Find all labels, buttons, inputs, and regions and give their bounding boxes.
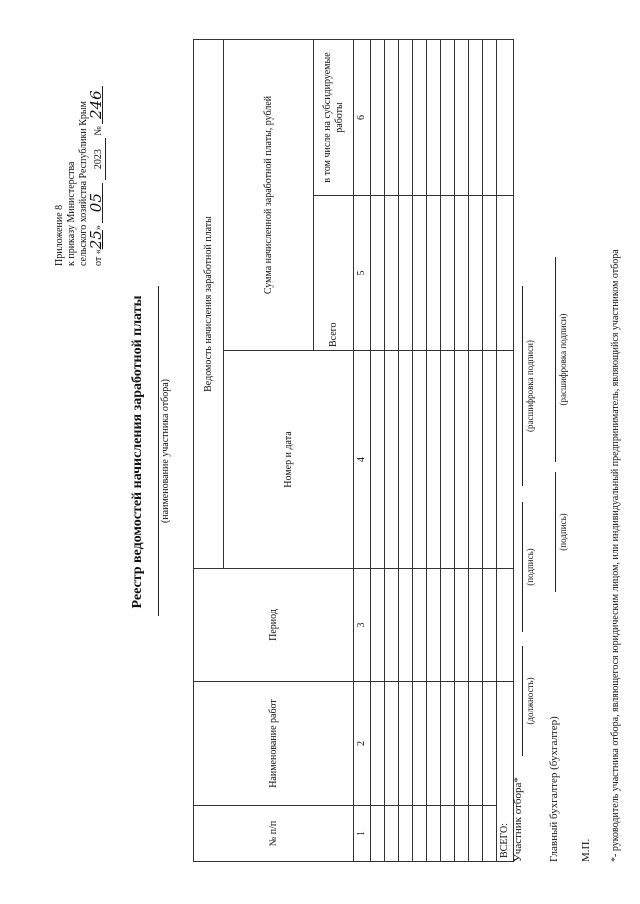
accountant-decode-caption: (расшифровка подписи) xyxy=(558,313,568,406)
table-row xyxy=(469,39,483,861)
appendix-line-1: Приложение 8 xyxy=(54,204,65,266)
col-header-name: Наименование работ xyxy=(194,682,354,806)
index-cell: 5 xyxy=(354,196,371,351)
index-cell: 1 xyxy=(354,806,371,862)
table-row xyxy=(371,39,385,861)
total-label: ВСЕГО: xyxy=(497,682,514,862)
index-row xyxy=(354,39,371,861)
appendix-day: 25 xyxy=(87,230,105,250)
appendix-month: 05 xyxy=(90,183,103,223)
table-row xyxy=(413,39,427,861)
accountant-decode-line xyxy=(555,257,556,462)
table-row xyxy=(441,39,455,861)
group-header: Ведомость начисления заработной платы xyxy=(194,39,224,568)
register-table xyxy=(193,39,514,862)
appendix-number: 246 xyxy=(90,86,103,124)
col-header-period: Период xyxy=(194,569,354,682)
appendix-line-3: сельского хозяйства Республики Крым xyxy=(78,101,89,266)
table-row xyxy=(385,39,399,861)
sum-header: Сумма начисленной заработной платы, рублей xyxy=(224,39,314,350)
col-header-subsidized: в том числе на субсидируемые работы xyxy=(314,39,354,195)
col-header-num: № п/п xyxy=(194,806,354,862)
accountant-signature-line xyxy=(555,472,556,592)
signature-caption: (подпись) xyxy=(525,548,535,586)
appendix-line-2: к приказу Министерства xyxy=(66,161,77,266)
table-row xyxy=(399,39,413,861)
index-cell: 3 xyxy=(354,569,371,682)
appendix-block xyxy=(54,26,106,266)
total-row xyxy=(497,39,514,861)
appendix-number-label: № xyxy=(93,126,104,136)
participant-name-line xyxy=(158,286,159,616)
col-header-number-date: Номер и дата xyxy=(224,351,354,569)
participant-caption: (наименование участника отбора) xyxy=(160,379,171,523)
table-row xyxy=(455,39,469,861)
table-row xyxy=(483,39,497,861)
appendix-date-line: от «25» 05 2023 № 246 xyxy=(90,26,106,266)
decode-caption: (расшифровка подписи) xyxy=(525,340,535,432)
accountant-signature-caption: (подпись) xyxy=(558,513,568,551)
col-header-total: Всего xyxy=(314,196,354,351)
position-line xyxy=(522,646,523,756)
page-title: Реестр ведомостей начисления заработной платы xyxy=(130,295,145,609)
decode-line xyxy=(522,286,523,486)
participant-label: Участник отбора* xyxy=(512,777,524,862)
position-caption: (должность) xyxy=(525,677,535,725)
accountant-label: Главный бухгалтер (бухгалтер) xyxy=(548,716,560,862)
stamp-label: М.П. xyxy=(580,838,592,862)
signature-line xyxy=(522,502,523,632)
index-cell: 2 xyxy=(354,682,371,806)
index-cell: 4 xyxy=(354,351,371,569)
appendix-year: 2023 xyxy=(93,138,106,180)
index-cell: 6 xyxy=(354,39,371,195)
table-row xyxy=(427,39,441,861)
footnote: *- руководитель участника отбора, являющегося юридическим лицом, или индивидуальный предприниматель, являющийся участником отбора xyxy=(610,249,621,862)
